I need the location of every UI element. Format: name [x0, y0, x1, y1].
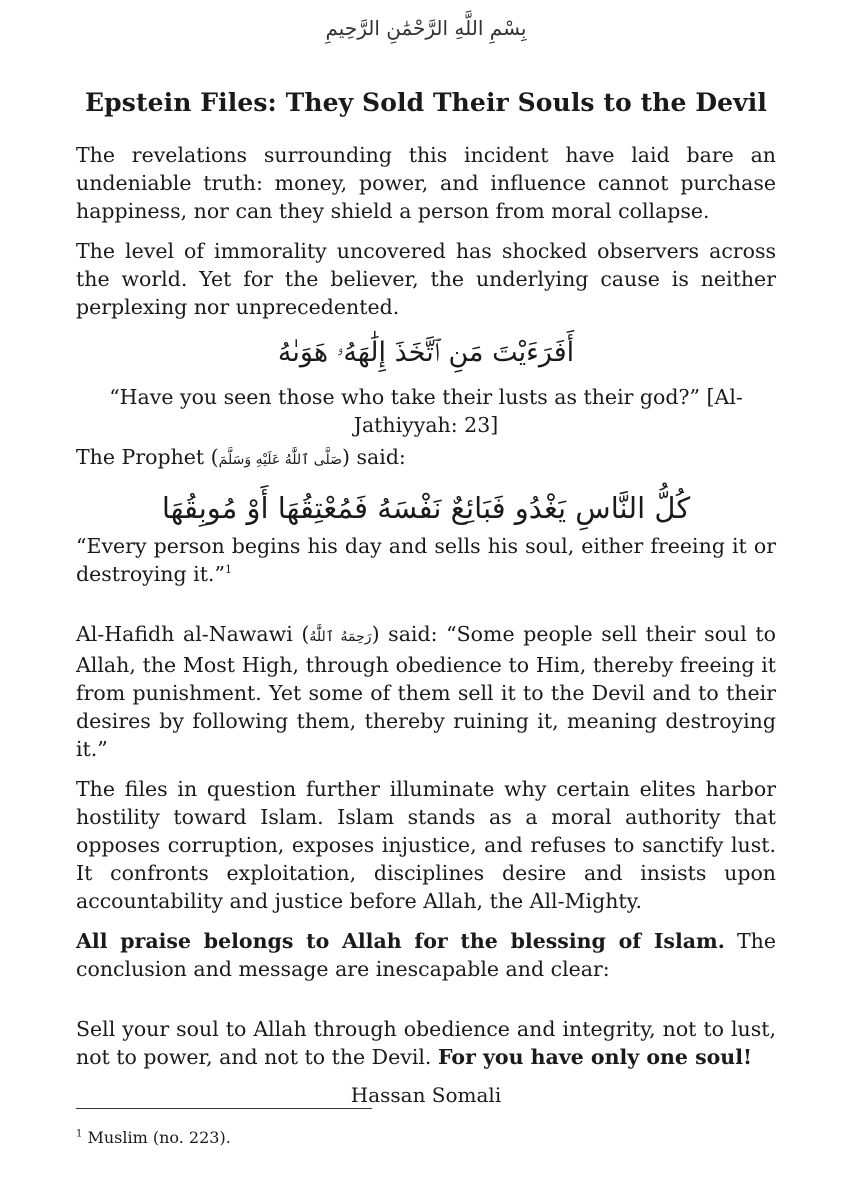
footnote-marker: 1 [76, 1128, 83, 1140]
hadith-translation-paragraph [76, 532, 776, 588]
prophet-said-line [76, 443, 776, 474]
prophet-honorific: صَلَّى ٱللَّٰهُ عَلَيْهِ وَسَلَّمَ [218, 452, 342, 468]
hadith-arabic: كُلُّ النَّاسِ يَغْدُو فَبَائِعٌ نَفْسَهُ فَمُعْتِقُهَا أَوْ مُوبِقُهَا [161, 491, 691, 525]
prophet-said-post: ) said: [342, 445, 406, 469]
footnote-reference: 1 [224, 563, 232, 577]
conclusion-text: Sell your soul to Allah through obedience and integrity, not to lust, not to power, and not to the Devil. [76, 1017, 776, 1069]
author-signature: Hassan Somali [350, 1083, 502, 1107]
nawawi-post: ) said: “Some people sell their soul to Allah, the Most High, through obedience to Him, thereby freeing it from punishment. Yet some of them sell it to the Devil and to their desires by following them, thereby ruining it, meaning destroying it.” [76, 622, 776, 761]
quran-verse-translation: “Have you seen those who take their lusts as their god?” [Al-Jathiyyah: 23] [109, 385, 743, 437]
paragraph-elites: The files in question further illuminate why certain elites harbor hostility toward Islam. Islam stands as a moral authority that opposes corruption, exposes injustice, and refuses to sanctify lust. It confronts exploitation, disciplines desire and insists upon accountability and justice before Allah, the All-Mighty. [76, 777, 776, 913]
praise-rest-text: The conclusion and message are inescapable and clear: [76, 929, 777, 981]
conclusion-bold-text: For you have only one soul! [437, 1045, 752, 1069]
praise-bold-text: All praise belongs to Allah for the blessing of Islam. [76, 929, 725, 953]
page-title: Epstein Files: They Sold Their Souls to the Devil [85, 88, 767, 117]
hadith-translation: “Every person begins his day and sells his soul, either freeing it or destroying it.” [76, 534, 776, 586]
footnote [76, 1124, 231, 1152]
paragraph-immorality: The level of immorality uncovered has shocked observers across the world. Yet for the believer, the underlying cause is neither perplexing nor unprecedented. [76, 239, 776, 319]
paragraph-praise [76, 927, 776, 983]
footnote-text: Muslim (no. 223). [82, 1128, 231, 1147]
quran-verse-arabic: أَفَرَءَيْتَ مَنِ ٱتَّخَذَ إِلَٰهَهُۥ هَوَىٰهُ [277, 337, 575, 368]
nawawi-honorific: رَحِمَهُ ٱللَّٰهُ [309, 629, 372, 645]
nawawi-quote-paragraph [76, 620, 776, 763]
prophet-said-pre: The Prophet ( [76, 445, 219, 469]
footnote-divider [76, 1108, 372, 1109]
nawawi-pre: Al-Hafidh al-Nawawi ( [76, 622, 310, 646]
basmala-header: بِسْمِ اللَّهِ الرَّحْمَٰنِ الرَّحِيمِ [325, 16, 527, 40]
paragraph-revelations: The revelations surrounding this incident have laid bare an undeniable truth: money, power, and influence cannot purchase happiness, nor can they shield a person from moral collapse. [76, 143, 776, 223]
paragraph-conclusion [76, 1015, 776, 1071]
